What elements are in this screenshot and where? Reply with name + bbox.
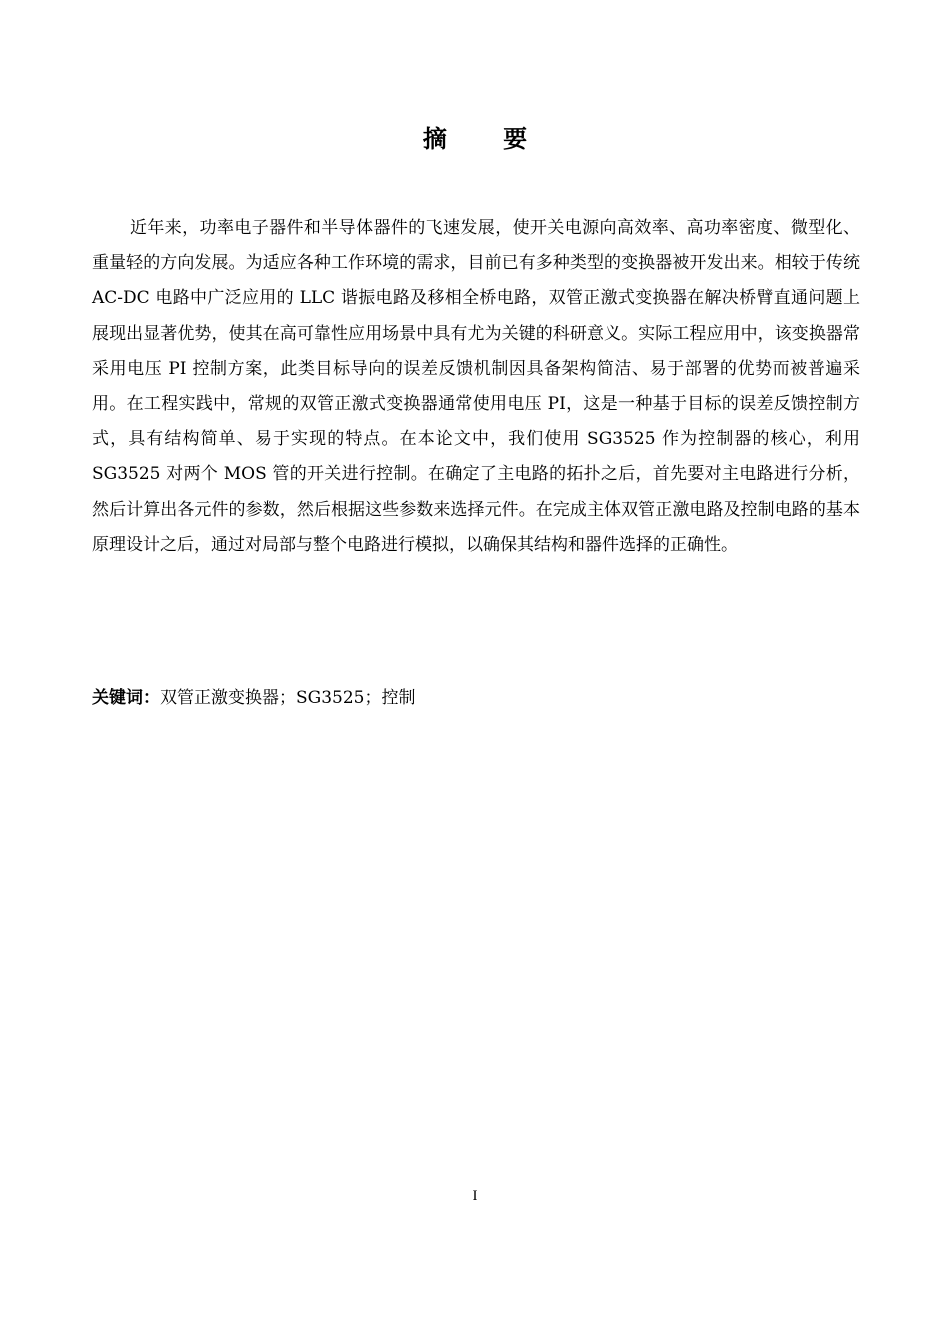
page-number: I	[472, 1188, 478, 1204]
abstract-paragraph: 近年来，功率电子器件和半导体器件的飞速发展，使开关电源向高效率、高功率密度、微型化、重量轻的方向发展。为适应各种工作环境的需求，目前已有多种类型的变换器被开发出来。相较于传统 AC-DC 电路中广泛应用的 LLC 谐振电路及移相全桥电路，双管正激式变换器在解决桥臂直通问题上展现出显著优势，使其在高可靠性应用场景中具有尤为关键的科研意义。实际工程应用中，该变换器常采用电压 PI 控制方案，此类目标导向的误差反馈机制因具备架构简洁、易于部署的优势而被普遍采用。在工程实践中，常规的双管正激式变换器通常使用电压 PI，这是一种基于目标的误差反馈控制方式，具有结构简单、易于实现的特点。在本论文中，我们使用 SG3525 作为控制器的核心，利用 SG3525 对两个 MOS 管的开关进行控制。在确定了主电路的拓扑之后，首先要对主电路进行分析，然后计算出各元件的参数，然后根据这些参数来选择元件。在完成主体双管正激电路及控制电路的基本原理设计之后，通过对局部与整个电路进行模拟，以确保其结构和器件选择的正确性。	[92, 218, 860, 555]
page-title: 摘 要	[422, 125, 552, 153]
keywords-value: 双管正激变换器；SG3525；控制	[160, 688, 416, 708]
keywords-line	[92, 682, 860, 714]
keywords-label: 关键词：	[92, 688, 160, 708]
